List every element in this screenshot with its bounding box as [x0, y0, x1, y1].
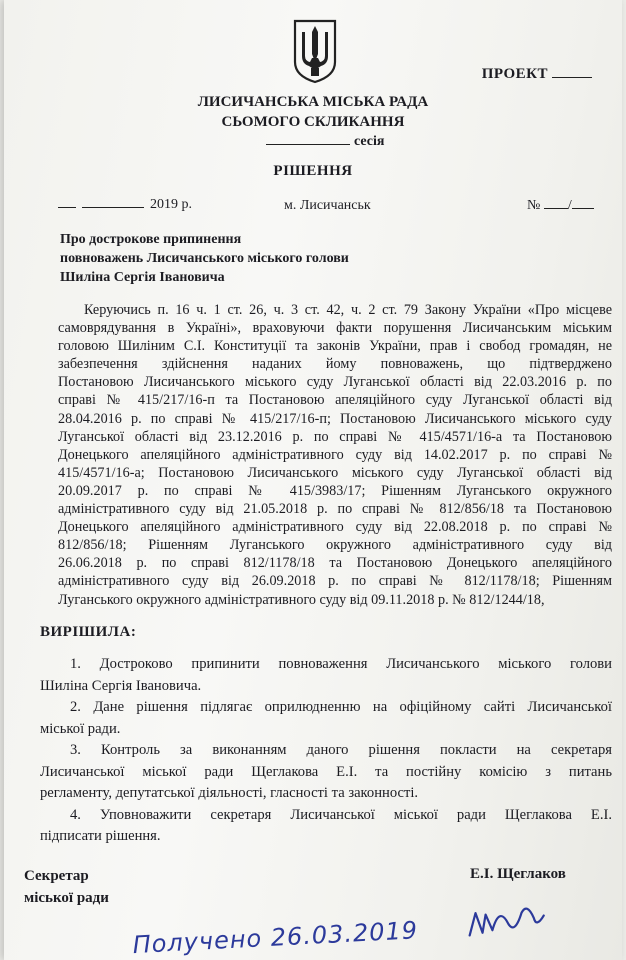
- preamble-line: адміністративного суду від 21.05.2018 р. по справі № 812/856/18 та Постановою: [58, 501, 612, 518]
- trident-emblem-icon: [292, 18, 338, 84]
- handwriting-svg: [124, 892, 564, 960]
- item-line: Шиліна Сергія Івановича.: [40, 677, 202, 694]
- preamble-line: самоврядування в Україні», враховуючи факти порушення Лисичанським міським: [58, 320, 612, 337]
- decision-items: [40, 654, 612, 848]
- item-line: регламенту, депутатської діяльності, гласності та законності.: [40, 785, 419, 801]
- handwritten-text: Получено 26.03.2019: [131, 916, 419, 960]
- signer-name: Е.І. Щеглаков: [470, 866, 566, 882]
- preamble-line: Донецького апеляційного адміністративного суду від 14.02.2017 р. по справі №: [58, 446, 612, 463]
- decision-date: [58, 197, 192, 213]
- subject-line: повноважень Лисичанського міського голови: [60, 251, 349, 266]
- decision-title: РІШЕННЯ: [273, 163, 353, 179]
- signer-position: Секретар: [24, 868, 89, 884]
- session-blank: [266, 144, 350, 145]
- preamble-line: 812/856/18; Рішенням Луганського окружного адміністративного суду від: [58, 537, 612, 554]
- preamble-line: Луганського окружного адміністративного суду від 09.11.2018 р. № 812/1244/18,: [58, 591, 545, 608]
- council-name: ЛИСИЧАНСЬКА МІСЬКА РАДА: [197, 94, 429, 110]
- handwritten-receipt-note: [124, 892, 564, 960]
- decision-item-2: [40, 697, 612, 740]
- preamble-line: 20.09.2017 р. по справі № 415/3983/17; Рішенням Луганського окружного: [58, 482, 612, 499]
- city: м. Лисичанськ: [284, 198, 371, 213]
- number-prefix: №: [527, 198, 541, 213]
- item-line: 2. Дане рішення підлягає оприлюдненню на офіційному сайті Лисичанської: [70, 699, 612, 715]
- preamble-line: головою Шиліним С.І. Конституції та законів України, прав і свобод громадян, не: [58, 338, 612, 355]
- preamble-line: Керуючись п. 16 ч. 1 ст. 26, ч. 3 ст. 42, ч. 2 ст. 79 Закону України «Про місцеве: [84, 302, 612, 318]
- number-blank-2: [572, 208, 594, 209]
- preamble-line: 28.04.2016 р. по справі № 415/217/16-п; Постановою Лисичанського міського суду: [58, 410, 612, 427]
- date-month-blank: [82, 207, 144, 208]
- preamble-line: 26.06.2018 р. по справі 812/1178/18 та Постановою Донецького апеляційного: [58, 555, 612, 572]
- preamble-line: Луганської області від 23.12.2016 р. по справі № 415/4571/16-а та Постановою: [58, 428, 612, 445]
- number-blank-1: [544, 208, 568, 209]
- subject-line: Шиліна Сергія Івановича: [60, 270, 225, 285]
- item-line: 1. Достроково припинити повноваження Лисичанського міського голови: [70, 656, 612, 672]
- preamble-line: Донецького апеляційного адміністративного суду від 22.08.2018 р. по справі №: [58, 519, 612, 536]
- decision-subject: [60, 230, 420, 287]
- item-line: 3. Контроль за виконанням даного рішення покласти на секретаря: [70, 742, 612, 758]
- preamble-line: забезпечення здійснення наданих йому повноважень, що підтверджено: [58, 356, 612, 373]
- document-page: [4, 0, 622, 960]
- decision-number: [527, 198, 594, 214]
- decision-item-1: [40, 654, 612, 697]
- resolved-heading: ВИРІШИЛА:: [40, 624, 137, 640]
- item-line: міської ради.: [40, 720, 121, 737]
- session-line: [266, 134, 384, 150]
- date-year: 2019 р.: [150, 197, 192, 212]
- handwritten-signature-icon: [468, 908, 544, 936]
- date-day-blank: [58, 207, 76, 208]
- item-line: підписати рішення.: [40, 828, 161, 844]
- item-line: 4. Уповноважити секретаря Лисичанської міської ради Щеглакова Е.І.: [70, 806, 612, 823]
- decision-item-4: [40, 805, 612, 848]
- preamble-line: адміністративного суду від 26.09.2018 р. по справі № 812/1178/18; Рішенням: [58, 573, 612, 590]
- preamble-line: Постановою Лисичанського міського суду Луганської області від 22.03.2016 р. по: [58, 374, 612, 391]
- draft-blank: [552, 77, 592, 78]
- preamble-line: 415/4571/16-а; Постановою Лисичанського міського суду Луганської області від: [58, 464, 612, 481]
- item-line: Лисичанської міської ради Щеглакова Е.І. та постійну комісію з питань: [40, 763, 612, 780]
- preamble-line: справі № 415/217/16-п та Постановою апеляційного суду Луганської області від: [58, 392, 612, 409]
- number-separator: /: [567, 198, 572, 213]
- preamble: [58, 301, 612, 609]
- decision-item-3: [40, 740, 612, 805]
- draft-label-text: ПРОЕКТ: [481, 66, 548, 82]
- draft-label: [482, 66, 592, 83]
- session-label: сесія: [354, 134, 385, 149]
- subject-line: Про дострокове припинення: [60, 232, 242, 247]
- signer-position-line2: міської ради: [24, 890, 109, 906]
- convocation: СЬОМОГО СКЛИКАННЯ: [221, 114, 405, 130]
